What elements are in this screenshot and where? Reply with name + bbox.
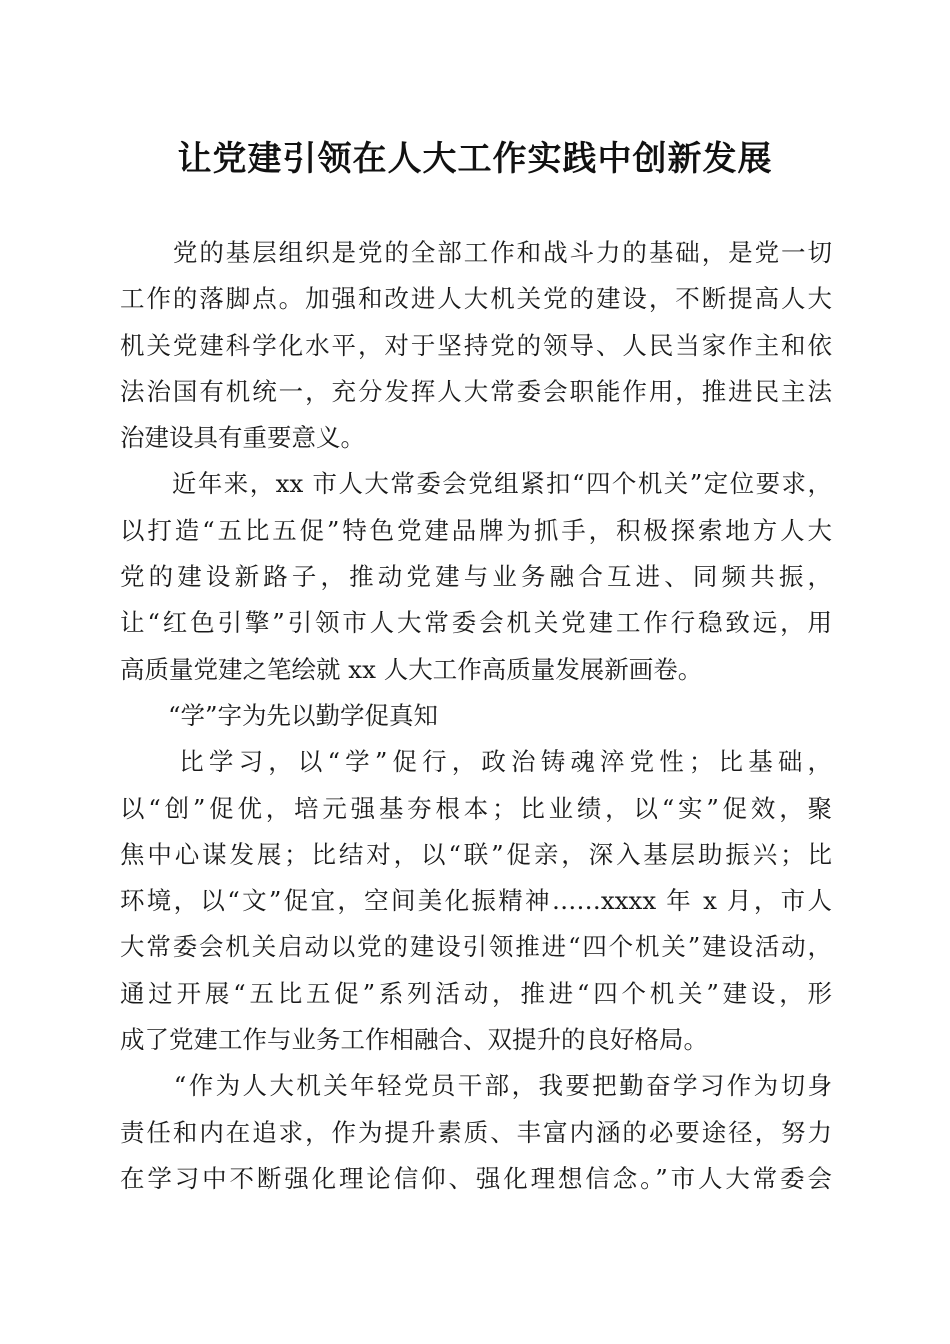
text-line: 工作的落脚点。加强和改进人大机关党的建设，不断提高人大 xyxy=(120,284,832,314)
text-line: 机关党建科学化水平，对于坚持党的领导、人民当家作主和依 xyxy=(120,330,832,360)
text-line: 近年来，xx 市人大常委会党组紧扣“四个机关”定位要求， xyxy=(120,469,832,499)
document-title: 让党建引领在人大工作实践中创新发展 xyxy=(177,139,773,179)
paragraph-1 xyxy=(120,230,832,461)
text-line: 以“创”促优，培元强基夯根本；比业绩，以“实”促效，聚 xyxy=(120,793,832,823)
text-line: 治建设具有重要意义。 xyxy=(120,423,365,453)
text-line: 党的建设新路子，推动党建与业务融合互进、同频共振， xyxy=(120,562,832,592)
text-line: 在学习中不断强化理论信仰、强化理想信念。”市人大常委会 xyxy=(120,1163,832,1193)
text-line: 法治国有机统一，充分发挥人大常委会职能作用，推进民主法 xyxy=(120,376,832,406)
text-line: 高质量党建之笔绘就 xx 人大工作高质量发展新画卷。 xyxy=(120,654,703,684)
paragraph-3 xyxy=(120,739,832,1063)
text-line: 责任和内在追求，作为提升素质、丰富内涵的必要途径，努力 xyxy=(120,1117,832,1147)
text-line: 党的基层组织是党的全部工作和战斗力的基础，是党一切 xyxy=(120,238,832,267)
section-heading: “学”字为先以勤学促真知 xyxy=(168,700,439,730)
text-line: 焦中心谋发展；比结对，以“联”促亲，深入基层助振兴；比 xyxy=(120,839,832,869)
paragraph-4 xyxy=(120,1063,832,1202)
text-line: 成了党建工作与业务工作相融合、双提升的良好格局。 xyxy=(120,1025,708,1055)
text-line: 大常委会机关启动以党的建设引领推进“四个机关”建设活动， xyxy=(120,932,832,962)
document-body xyxy=(120,230,832,1202)
text-line: 比学习，以“学”促行，政治铸魂淬党性；比基础， xyxy=(120,747,832,777)
text-line: 让“红色引擎”引领市人大常委会机关党建工作行稳致远，用 xyxy=(120,608,832,638)
text-line: 通过开展“五比五促”系列活动，推进“四个机关”建设，形 xyxy=(120,978,832,1008)
text-line: “作为人大机关年轻党员干部，我要把勤奋学习作为切身 xyxy=(120,1071,832,1101)
paragraph-2 xyxy=(120,461,832,692)
text-line: 环境，以“文”促宜，空间美化振精神……xxxx 年 x 月，市人 xyxy=(120,886,832,916)
text-line: 以打造“五比五促”特色党建品牌为抓手，积极探索地方人大 xyxy=(120,515,832,545)
